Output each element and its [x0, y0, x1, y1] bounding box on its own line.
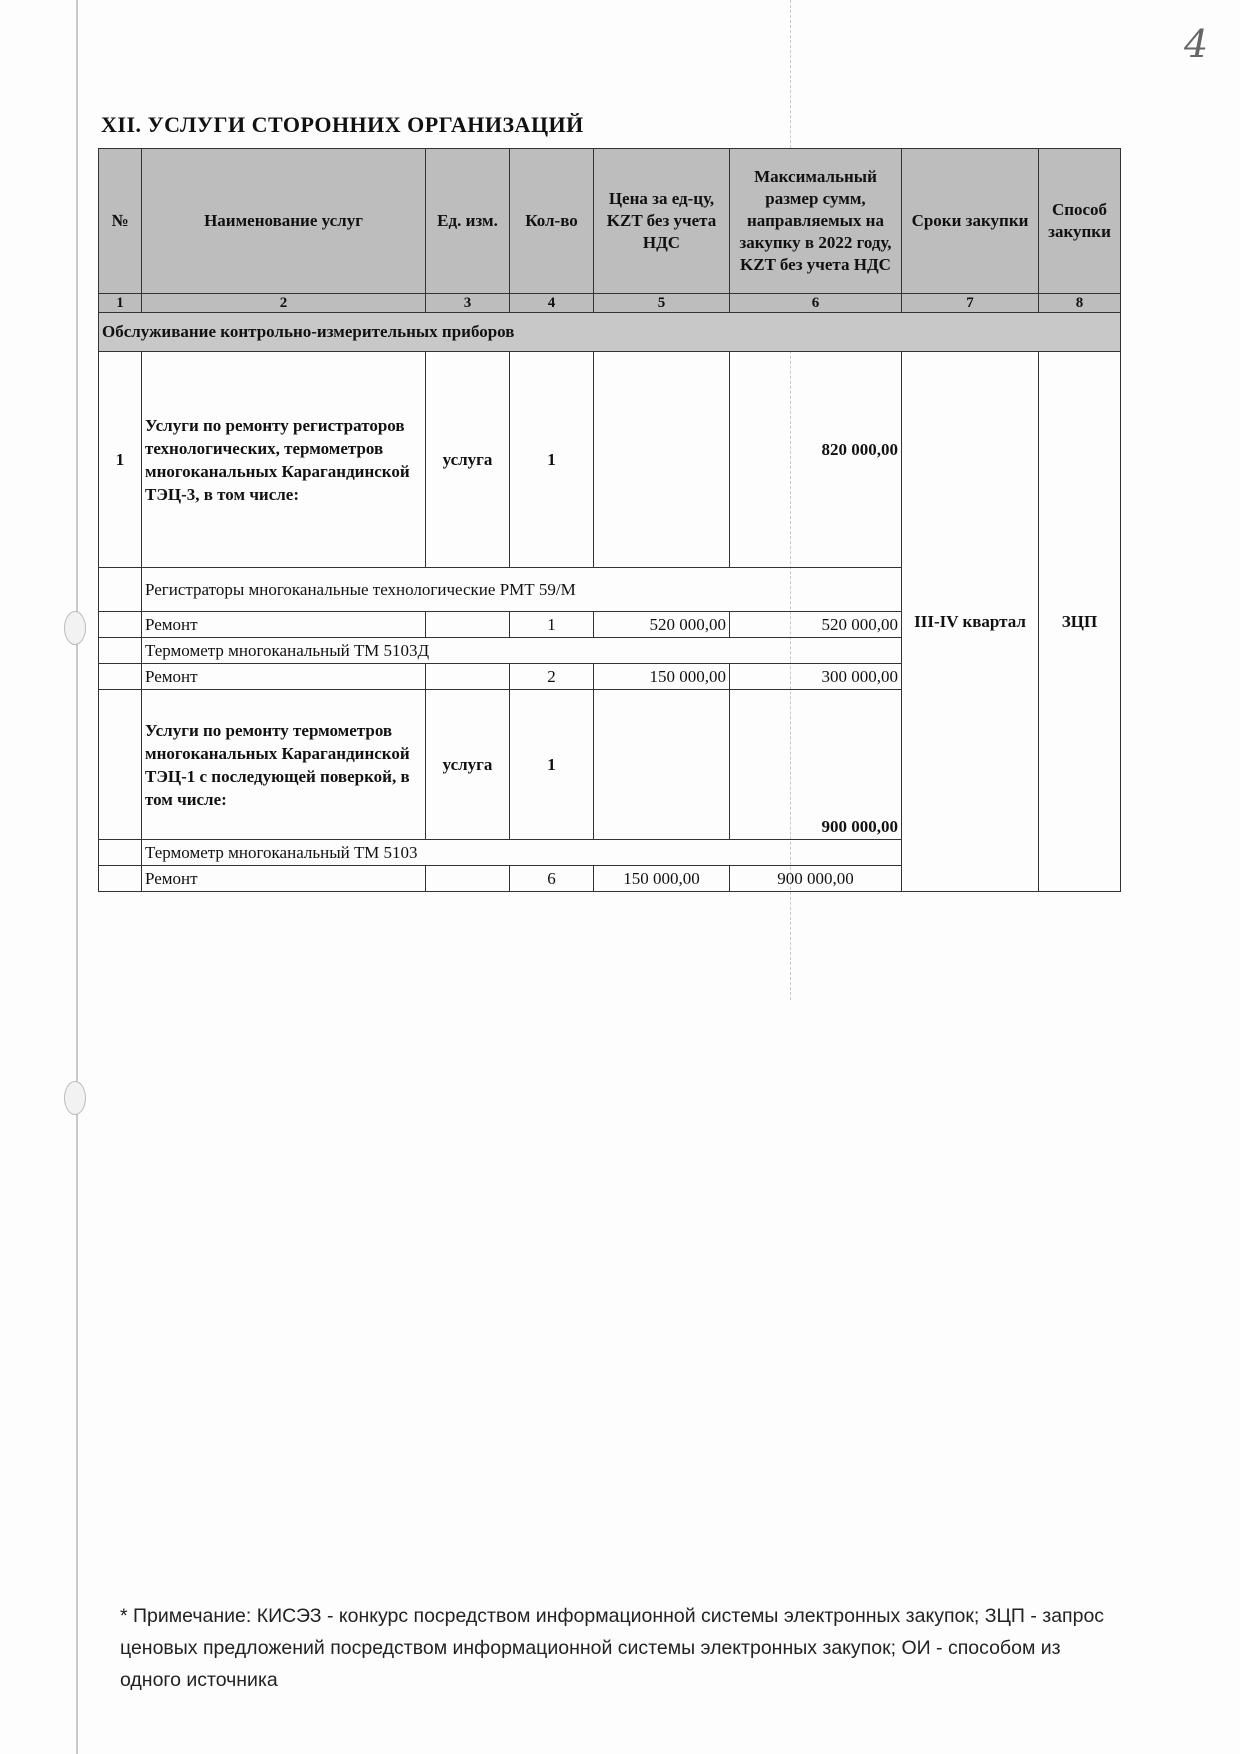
empty-cell [99, 840, 142, 866]
subitem-price: 150 000,00 [594, 866, 730, 892]
header-price: Цена за ед-цу, KZT без учета НДС [594, 149, 730, 294]
header-period: Сроки закупки [902, 149, 1039, 294]
subitem-work: Ремонт [142, 664, 426, 690]
service-name: Услуги по ремонту термометров многоканальных Карагандинской ТЭЦ-1 с последующей поверкой, в том числе: [142, 690, 426, 840]
column-number-row [99, 294, 1121, 313]
header-row [99, 149, 1121, 294]
subitem-work: Ремонт [142, 612, 426, 638]
services-table [98, 148, 1121, 892]
empty-cell [99, 568, 142, 612]
service-name: Услуги по ремонту регистраторов технологических, термометров многоканальных Карагандинской ТЭЦ-3, в том числе: [142, 352, 426, 568]
subitem-work: Ремонт [142, 866, 426, 892]
column-number: 8 [1039, 294, 1121, 313]
column-number: 5 [594, 294, 730, 313]
header-num: № [99, 149, 142, 294]
subitem-unit [426, 612, 510, 638]
subitem-price: 520 000,00 [594, 612, 730, 638]
service-amount: 900 000,00 [730, 690, 902, 840]
footnote: * Примечание: КИСЭЗ - конкурс посредством информационной системы электронных закупок; ЗЦП - запрос ценовых предложений посредством информационной системы электронных закупок; ОИ - способом из одного источника [120, 1605, 1105, 1691]
row-number [99, 690, 142, 840]
category-row [99, 313, 1121, 352]
subitem-label: Термометр многоканальный ТМ 5103 [142, 840, 902, 866]
service-qty: 1 [510, 352, 594, 568]
procurement-period: III-IV квартал [902, 352, 1039, 892]
page-edge [76, 0, 78, 1754]
subitem-amount: 520 000,00 [730, 612, 902, 638]
column-number: 6 [730, 294, 902, 313]
empty-cell [99, 638, 142, 664]
subitem-qty: 1 [510, 612, 594, 638]
column-number: 2 [142, 294, 426, 313]
header-name: Наименование услуг [142, 149, 426, 294]
subitem-unit [426, 664, 510, 690]
header-max-amount: Максимальный размер сумм, направляемых на закупку в 2022 году, KZT без учета НДС [730, 149, 902, 294]
punch-hole-upper [64, 611, 86, 645]
subitem-qty: 2 [510, 664, 594, 690]
header-unit: Ед. изм. [426, 149, 510, 294]
service-amount: 820 000,00 [730, 352, 902, 568]
row-number: 1 [99, 352, 142, 568]
empty-cell [99, 866, 142, 892]
header-qty: Кол-во [510, 149, 594, 294]
column-number: 1 [99, 294, 142, 313]
service-qty: 1 [510, 690, 594, 840]
service-price [594, 352, 730, 568]
header-method: Способ закупки [1039, 149, 1121, 294]
empty-cell [99, 664, 142, 690]
section-title: XII. УСЛУГИ СТОРОННИХ ОРГАНИЗАЦИЙ [101, 112, 584, 137]
subitem-amount: 300 000,00 [730, 664, 902, 690]
service-price [594, 690, 730, 840]
subitem-label: Регистраторы многоканальные технологические РМТ 59/М [142, 568, 902, 612]
subitem-price: 150 000,00 [594, 664, 730, 690]
table-row [99, 352, 1121, 568]
page-number: 4 [1184, 22, 1209, 66]
subitem-qty: 6 [510, 866, 594, 892]
service-unit: услуга [426, 352, 510, 568]
procurement-method: ЗЦП [1039, 352, 1121, 892]
subitem-amount: 900 000,00 [730, 866, 902, 892]
service-unit: услуга [426, 690, 510, 840]
column-number: 7 [902, 294, 1039, 313]
category-label: Обслуживание контрольно-измерительных приборов [99, 313, 1121, 352]
empty-cell [99, 612, 142, 638]
column-number: 4 [510, 294, 594, 313]
column-number: 3 [426, 294, 510, 313]
subitem-label: Термометр многоканальный ТМ 5103Д [142, 638, 902, 664]
subitem-unit [426, 866, 510, 892]
punch-hole-lower [64, 1081, 86, 1115]
